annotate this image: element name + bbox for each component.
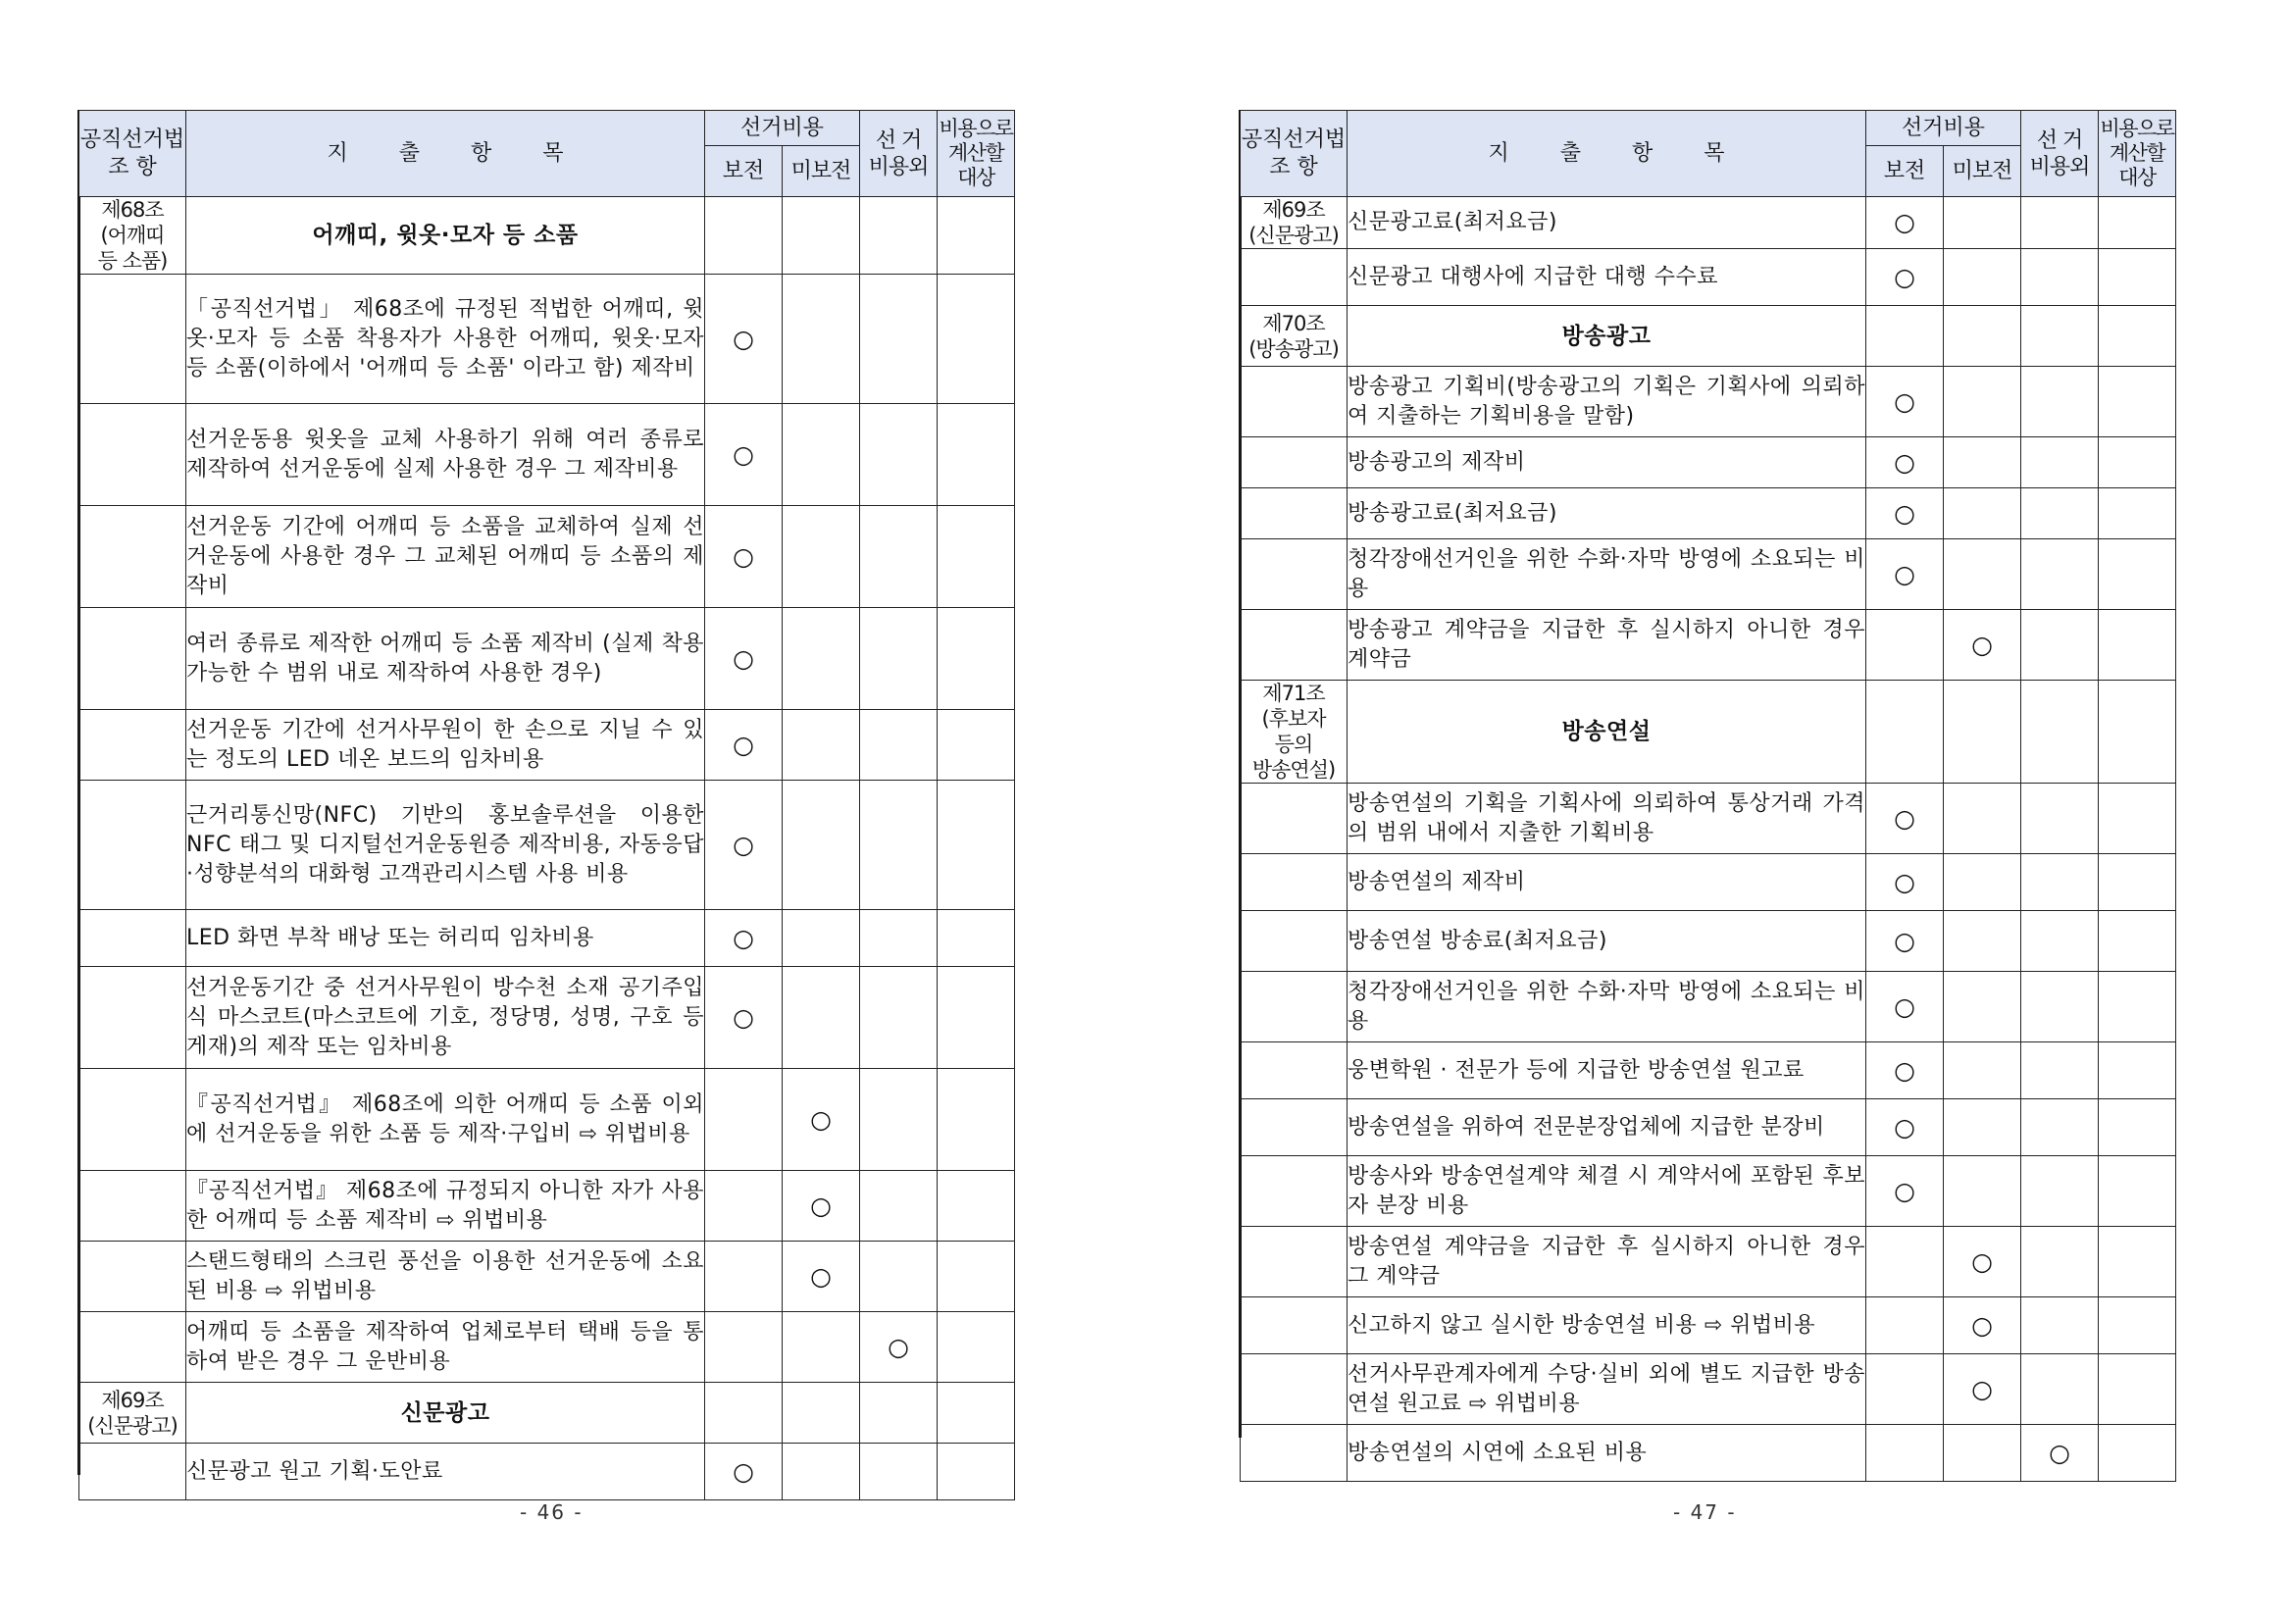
left-header-election-cost: 선거비용 [705, 111, 860, 146]
article-cell [79, 197, 186, 275]
mark-calc-target [938, 1383, 1015, 1444]
expense-item: 신문광고 대행사에 지급한 대행 수수료 [1348, 249, 1866, 306]
mark-non-election [2021, 437, 2099, 488]
mark-not-preserved [1944, 1425, 2021, 1482]
page-number-left: - 46 - [520, 1500, 584, 1524]
article-cell [1241, 1227, 1348, 1297]
table-row [1241, 1354, 2176, 1425]
mark-non-election [860, 710, 938, 781]
table-row [79, 781, 1015, 910]
mark-preserved-circle: ○ [705, 710, 783, 781]
article-line: 제70조 [1262, 311, 1325, 335]
mark-preserved [705, 1383, 783, 1444]
mark-calc-target [2099, 1227, 2176, 1297]
mark-calc-target [938, 1444, 1015, 1500]
table-row [79, 967, 1015, 1069]
article-line: 방송연설) [1251, 758, 1336, 782]
article-line: (방송광고) [1248, 336, 1339, 361]
mark-calc-target [2099, 1042, 2176, 1099]
left-header-article-line-2: 조 항 [108, 154, 157, 179]
table-row [79, 197, 1015, 275]
right-header-not-preserved: 미보전 [1944, 146, 2021, 197]
mark-calc-target [938, 710, 1015, 781]
mark-preserved-circle: ○ [1866, 911, 1944, 972]
left-header-calc-target-line-3: 대상 [957, 166, 994, 189]
article-cell [79, 608, 186, 710]
article-cell [79, 506, 186, 608]
table-row [1241, 1297, 2176, 1354]
expense-item: 선거운동 기간에 어깨띠 등 소품을 교체하여 실제 선거운동에 사용한 경우 그 교체된 어깨띠 등 소품의 제작비 [186, 506, 705, 608]
left-header-non-election-line-2: 비용외 [868, 154, 929, 179]
mark-preserved [1866, 306, 1944, 367]
mark-calc-target [2099, 784, 2176, 854]
expense-item: 「공직선거법」 제68조에 규정된 적법한 어깨띠, 윗옷·모자 등 소품 착용자가 사용한 어깨띠, 윗옷·모자 등 소품(이하에서 '어깨띠 등 소품' 이라고 함) 제작비 [186, 275, 705, 404]
article-cell [79, 404, 186, 506]
expense-item: 방송연설의 시연에 소요된 비용 [1348, 1425, 1866, 1482]
mark-preserved [1866, 1425, 1944, 1482]
mark-non-election [860, 1171, 938, 1242]
right-header-calc-target [2099, 111, 2176, 197]
table-row [1241, 437, 2176, 488]
mark-preserved [1866, 681, 1944, 784]
left-page [78, 110, 1015, 1500]
mark-preserved-circle: ○ [1866, 488, 1944, 539]
mark-not-preserved [1944, 784, 2021, 854]
mark-calc-target [2099, 488, 2176, 539]
mark-non-election [860, 506, 938, 608]
mark-non-election [2021, 911, 2099, 972]
article-cell [79, 1383, 186, 1444]
expense-item: 근거리통신망(NFC) 기반의 홍보솔루션을 이용한 NFC 태그 및 디지털선거운동원증 제작비용, 자동응답·성향분석의 대화형 고객관리시스템 사용 비용 [186, 781, 705, 910]
mark-preserved-circle: ○ [705, 781, 783, 910]
mark-non-election [860, 404, 938, 506]
table-row [1241, 1156, 2176, 1227]
mark-not-preserved-circle: ○ [1944, 1297, 2021, 1354]
table-row [79, 1242, 1015, 1312]
mark-non-election [2021, 784, 2099, 854]
mark-not-preserved-circle: ○ [1944, 1354, 2021, 1425]
mark-preserved [1866, 1227, 1944, 1297]
mark-not-preserved-circle: ○ [1944, 1227, 2021, 1297]
expense-item: LED 화면 부착 배낭 또는 허리띠 임차비용 [186, 910, 705, 967]
right-header-calc-target-line-2: 계산할 [2109, 141, 2165, 165]
mark-calc-target [2099, 1354, 2176, 1425]
article-line: (후보자 [1261, 707, 1326, 731]
mark-non-election [2021, 1099, 2099, 1156]
table-row [1241, 1425, 2176, 1482]
expense-item: 신문광고 원고 기획·도안료 [186, 1444, 705, 1500]
mark-non-election [2021, 367, 2099, 437]
expense-item: 청각장애선거인을 위한 수화·자막 방영에 소요되는 비용 [1348, 972, 1866, 1042]
article-cell [79, 275, 186, 404]
section-heading: 신문광고 [186, 1383, 705, 1444]
article-cell [1241, 610, 1348, 681]
article-cell [1241, 367, 1348, 437]
left-header-row-1 [79, 111, 1015, 146]
expense-item: 선거운동기간 중 선거사무원이 방수천 소재 공기주입식 마스코트(마스코트에 기호, 정당명, 성명, 구호 등 게재)의 제작 또는 임차비용 [186, 967, 705, 1069]
mark-non-election [2021, 610, 2099, 681]
mark-non-election [860, 781, 938, 910]
mark-preserved-circle: ○ [1866, 1042, 1944, 1099]
article-line: (신문광고) [87, 1413, 178, 1438]
left-header-not-preserved: 미보전 [783, 146, 860, 197]
mark-calc-target [2099, 1099, 2176, 1156]
mark-non-election [2021, 1354, 2099, 1425]
mark-preserved-circle: ○ [705, 608, 783, 710]
table-row [1241, 1227, 2176, 1297]
mark-non-election [2021, 972, 2099, 1042]
mark-not-preserved [1944, 367, 2021, 437]
mark-calc-target [2099, 306, 2176, 367]
mark-non-election [860, 1069, 938, 1171]
left-header-non-election-line-1: 선 거 [875, 127, 922, 153]
table-row [1241, 972, 2176, 1042]
section-heading: 어깨띠, 윗옷·모자 등 소품 [186, 197, 705, 275]
expense-item: 신문광고료(최저요금) [1348, 197, 1866, 249]
expense-item: 어깨띠 등 소품을 제작하여 업체로부터 택배 등을 통하여 받은 경우 그 운반비용 [186, 1312, 705, 1383]
mark-calc-target [938, 404, 1015, 506]
table-row [1241, 784, 2176, 854]
table-row [1241, 249, 2176, 306]
table-row [79, 1383, 1015, 1444]
table-row [79, 910, 1015, 967]
mark-preserved-circle: ○ [1866, 437, 1944, 488]
article-cell [1241, 1042, 1348, 1099]
article-cell [1241, 197, 1348, 249]
mark-not-preserved [1944, 972, 2021, 1042]
table-row [1241, 306, 2176, 367]
mark-not-preserved [1944, 681, 2021, 784]
expense-item: 방송광고 기획비(방송광고의 기획은 기획사에 의뢰하여 지출하는 기획비용을 말함) [1348, 367, 1866, 437]
mark-not-preserved [1944, 539, 2021, 610]
mark-not-preserved [1944, 488, 2021, 539]
article-line: 제71조 [1262, 682, 1325, 705]
mark-calc-target [938, 1069, 1015, 1171]
right-header-non-election-line-1: 선 거 [2036, 127, 2083, 153]
table-row [1241, 1042, 2176, 1099]
mark-preserved-circle: ○ [1866, 972, 1944, 1042]
mark-calc-target [2099, 1297, 2176, 1354]
right-header-row-1 [1241, 111, 2176, 146]
expense-item: 방송사와 방송연설계약 체결 시 계약서에 포함된 후보자 분장 비용 [1348, 1156, 1866, 1227]
article-cell [1241, 1354, 1348, 1425]
right-header-non-election-line-2: 비용외 [2029, 154, 2090, 179]
mark-calc-target [2099, 854, 2176, 911]
mark-not-preserved [783, 197, 860, 275]
mark-not-preserved [783, 1383, 860, 1444]
mark-not-preserved [783, 1312, 860, 1383]
mark-not-preserved [1944, 306, 2021, 367]
mark-preserved [705, 1312, 783, 1383]
mark-non-election [2021, 1042, 2099, 1099]
left-header-preserved: 보전 [705, 146, 783, 197]
table-row [1241, 488, 2176, 539]
mark-non-election [2021, 854, 2099, 911]
table-row [1241, 539, 2176, 610]
mark-not-preserved [1944, 197, 2021, 249]
page-number-right: - 47 - [1673, 1500, 1737, 1524]
mark-calc-target [2099, 681, 2176, 784]
expense-item: 방송연설의 기획을 기획사에 의뢰하여 통상거래 가격의 범위 내에서 지출한 기획비용 [1348, 784, 1866, 854]
expense-item: 『공직선거법』 제68조에 규정되지 아니한 자가 사용한 어깨띠 등 소품 제작비 ⇨ 위법비용 [186, 1171, 705, 1242]
mark-preserved [1866, 1354, 1944, 1425]
table-row [1241, 1099, 2176, 1156]
expense-item: 스탠드형태의 스크린 풍선을 이용한 선거운동에 소요된 비용 ⇨ 위법비용 [186, 1242, 705, 1312]
right-header-article [1241, 111, 1348, 197]
table-row [79, 275, 1015, 404]
article-cell [1241, 1099, 1348, 1156]
mark-not-preserved [1944, 911, 2021, 972]
article-cell [79, 1069, 186, 1171]
article-line: 제69조 [101, 1388, 164, 1412]
mark-preserved-circle: ○ [705, 404, 783, 506]
mark-not-preserved [783, 1444, 860, 1500]
expense-item: 신고하지 않고 실시한 방송연설 비용 ⇨ 위법비용 [1348, 1297, 1866, 1354]
right-expense-table [1240, 110, 2176, 1482]
mark-non-election [860, 197, 938, 275]
mark-preserved-circle: ○ [1866, 1156, 1944, 1227]
mark-not-preserved [783, 910, 860, 967]
mark-non-election-circle: ○ [860, 1312, 938, 1383]
left-header-calc-target-line-2: 계산할 [947, 141, 1004, 165]
mark-preserved-circle: ○ [1866, 1099, 1944, 1156]
table-row [79, 506, 1015, 608]
article-line: 등의 [1274, 733, 1313, 756]
article-cell [1241, 972, 1348, 1042]
article-cell [1241, 784, 1348, 854]
table-row [79, 608, 1015, 710]
article-cell [79, 1242, 186, 1312]
table-row [79, 1444, 1015, 1500]
mark-not-preserved [783, 275, 860, 404]
mark-not-preserved [783, 404, 860, 506]
mark-calc-target [938, 967, 1015, 1069]
mark-calc-target [938, 608, 1015, 710]
left-header-non-election [860, 111, 938, 197]
mark-calc-target [938, 275, 1015, 404]
mark-not-preserved-circle: ○ [783, 1069, 860, 1171]
article-cell [79, 710, 186, 781]
expense-item: 방송연설을 위하여 전문분장업체에 지급한 분장비 [1348, 1099, 1866, 1156]
mark-not-preserved [1944, 1156, 2021, 1227]
left-header-calc-target [938, 111, 1015, 197]
mark-calc-target [938, 1171, 1015, 1242]
mark-calc-target [938, 910, 1015, 967]
mark-calc-target [938, 197, 1015, 275]
article-cell [1241, 854, 1348, 911]
mark-calc-target [2099, 972, 2176, 1042]
mark-non-election [860, 1242, 938, 1312]
mark-non-election [2021, 681, 2099, 784]
mark-calc-target [2099, 249, 2176, 306]
section-heading: 방송연설 [1348, 681, 1866, 784]
article-cell [1241, 306, 1348, 367]
article-line: (어깨띠 [100, 224, 165, 247]
table-row [79, 1069, 1015, 1171]
mark-non-election [2021, 197, 2099, 249]
mark-preserved-circle: ○ [1866, 854, 1944, 911]
right-header-calc-target-line-1: 비용으로 [2100, 117, 2174, 140]
mark-not-preserved [1944, 854, 2021, 911]
mark-preserved [705, 197, 783, 275]
article-line: (신문광고) [1248, 224, 1339, 247]
mark-non-election [860, 608, 938, 710]
mark-non-election [860, 275, 938, 404]
mark-preserved [1866, 1297, 1944, 1354]
article-cell [79, 1171, 186, 1242]
expense-item: 선거사무관계자에게 수당·실비 외에 별도 지급한 방송연설 원고료 ⇨ 위법비용 [1348, 1354, 1866, 1425]
mark-calc-target [938, 1242, 1015, 1312]
article-cell [79, 781, 186, 910]
article-cell [79, 1312, 186, 1383]
mark-preserved [705, 1242, 783, 1312]
mark-not-preserved [783, 608, 860, 710]
article-cell [1241, 488, 1348, 539]
mark-preserved-circle: ○ [705, 506, 783, 608]
article-cell [1241, 437, 1348, 488]
right-header-non-election [2021, 111, 2099, 197]
mark-non-election [860, 967, 938, 1069]
mark-calc-target [2099, 610, 2176, 681]
mark-calc-target [938, 1312, 1015, 1383]
right-header-item: 지출항목 [1348, 111, 1866, 197]
mark-calc-target [938, 781, 1015, 910]
mark-preserved [705, 1069, 783, 1171]
right-header-election-cost: 선거비용 [1866, 111, 2021, 146]
left-header-item: 지출항목 [186, 111, 705, 197]
article-cell [1241, 249, 1348, 306]
mark-non-election [2021, 1227, 2099, 1297]
mark-non-election [2021, 249, 2099, 306]
table-row [1241, 681, 2176, 784]
left-header-article-line-1: 공직선거법 [79, 127, 185, 152]
article-cell [1241, 1297, 1348, 1354]
left-header-calc-target-line-1: 비용으로 [939, 117, 1013, 140]
table-row [1241, 854, 2176, 911]
mark-calc-target [2099, 911, 2176, 972]
article-cell [1241, 681, 1348, 784]
expense-item: 청각장애선거인을 위한 수화·자막 방영에 소요되는 비용 [1348, 539, 1866, 610]
mark-calc-target [2099, 367, 2176, 437]
table-row [1241, 911, 2176, 972]
mark-non-election [2021, 306, 2099, 367]
section-heading: 방송광고 [1348, 306, 1866, 367]
mark-preserved-circle: ○ [1866, 249, 1944, 306]
left-header-article [79, 111, 186, 197]
mark-calc-target [938, 506, 1015, 608]
mark-calc-target [2099, 1425, 2176, 1482]
mark-preserved-circle: ○ [1866, 539, 1944, 610]
expense-item: 『공직선거법』 제68조에 의한 어깨띠 등 소품 이외에 선거운동을 위한 소품 등 제작·구입비 ⇨ 위법비용 [186, 1069, 705, 1171]
left-expense-table [78, 110, 1015, 1500]
article-cell [1241, 1156, 1348, 1227]
table-row [79, 1171, 1015, 1242]
mark-not-preserved [1944, 437, 2021, 488]
mark-non-election [2021, 539, 2099, 610]
right-header-preserved: 보전 [1866, 146, 1944, 197]
table-row [79, 1312, 1015, 1383]
mark-preserved-circle: ○ [705, 275, 783, 404]
mark-not-preserved [1944, 249, 2021, 306]
mark-preserved [705, 1171, 783, 1242]
table-row [1241, 367, 2176, 437]
table-row [1241, 610, 2176, 681]
mark-not-preserved [783, 506, 860, 608]
mark-non-election-circle: ○ [2021, 1425, 2099, 1482]
mark-not-preserved [783, 710, 860, 781]
mark-calc-target [2099, 437, 2176, 488]
mark-non-election [2021, 1156, 2099, 1227]
article-cell [1241, 1425, 1348, 1482]
right-header-article-line-2: 조 항 [1269, 154, 1318, 179]
mark-non-election [2021, 1297, 2099, 1354]
right-page [1240, 110, 2176, 1482]
mark-calc-target [2099, 1156, 2176, 1227]
article-cell [79, 967, 186, 1069]
expense-item: 방송광고료(최저요금) [1348, 488, 1866, 539]
mark-calc-target [2099, 197, 2176, 249]
expense-item: 여러 종류로 제작한 어깨띠 등 소품 제작비 (실제 착용 가능한 수 범위 내로 제작하여 사용한 경우) [186, 608, 705, 710]
expense-item: 방송광고 계약금을 지급한 후 실시하지 아니한 경우 계약금 [1348, 610, 1866, 681]
mark-not-preserved [783, 781, 860, 910]
mark-preserved-circle: ○ [705, 967, 783, 1069]
expense-item: 방송연설 계약금을 지급한 후 실시하지 아니한 경우 그 계약금 [1348, 1227, 1866, 1297]
right-header-article-line-1: 공직선거법 [1241, 127, 1347, 152]
expense-item: 방송광고의 제작비 [1348, 437, 1866, 488]
expense-item: 선거운동용 윗옷을 교체 사용하기 위해 여러 종류로 제작하여 선거운동에 실제 사용한 경우 그 제작비용 [186, 404, 705, 506]
table-row [79, 404, 1015, 506]
mark-not-preserved-circle: ○ [783, 1242, 860, 1312]
mark-non-election [2021, 488, 2099, 539]
right-header-calc-target-line-3: 대상 [2118, 166, 2156, 189]
table-row [1241, 197, 2176, 249]
mark-preserved-circle: ○ [1866, 197, 1944, 249]
expense-item: 선거운동 기간에 선거사무원이 한 손으로 지닐 수 있는 정도의 LED 네온 보드의 임차비용 [186, 710, 705, 781]
mark-not-preserved-circle: ○ [1944, 610, 2021, 681]
mark-non-election [860, 1383, 938, 1444]
article-cell [79, 1444, 186, 1500]
article-cell [1241, 539, 1348, 610]
mark-non-election [860, 1444, 938, 1500]
mark-not-preserved [1944, 1099, 2021, 1156]
expense-item: 방송연설의 제작비 [1348, 854, 1866, 911]
article-line: 제68조 [101, 198, 164, 222]
mark-preserved-circle: ○ [705, 1444, 783, 1500]
mark-calc-target [2099, 539, 2176, 610]
mark-non-election [860, 910, 938, 967]
mark-preserved-circle: ○ [1866, 784, 1944, 854]
article-cell [79, 910, 186, 967]
mark-not-preserved [1944, 1042, 2021, 1099]
expense-item: 방송연설 방송료(최저요금) [1348, 911, 1866, 972]
article-line: 제69조 [1262, 198, 1325, 222]
mark-preserved-circle: ○ [1866, 367, 1944, 437]
mark-preserved-circle: ○ [705, 910, 783, 967]
table-row [79, 710, 1015, 781]
article-cell [1241, 911, 1348, 972]
expense-item: 웅변학원 · 전문가 등에 지급한 방송연설 원고료 [1348, 1042, 1866, 1099]
mark-not-preserved-circle: ○ [783, 1171, 860, 1242]
article-line: 등 소품) [97, 249, 168, 273]
mark-not-preserved [783, 967, 860, 1069]
mark-preserved [1866, 610, 1944, 681]
